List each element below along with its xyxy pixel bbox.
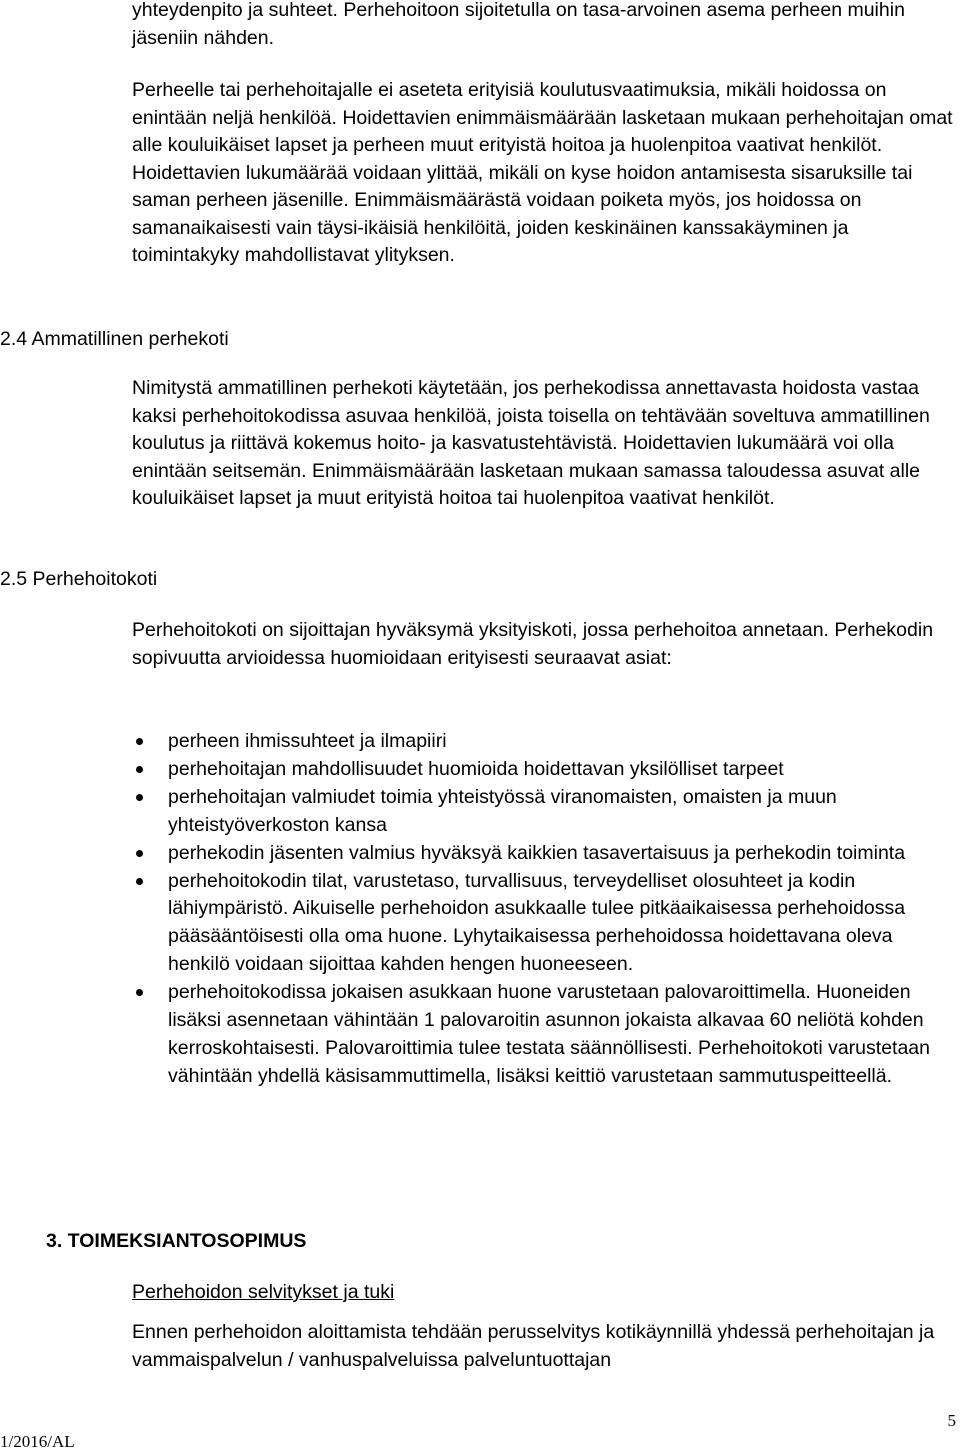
heading-2-5: 2.5 Perhehoitokoti [0, 568, 158, 590]
footer-code: 1/2016/AL [0, 1432, 75, 1451]
bullet-icon [136, 989, 143, 996]
list-item: perhekodin jäsenten valmius hyväksyä kaikkien tasavertaisuus ja perhekodin toiminta [132, 840, 954, 868]
heading-3: 3. TOIMEKSIANTOSOPIMUS [46, 1230, 307, 1252]
bullet-icon [136, 850, 143, 857]
page-number: 5 [947, 1411, 956, 1430]
list-item: perhehoitajan mahdollisuudet huomioida hoidettavan yksilölliset tarpeet [132, 756, 954, 784]
paragraph-intro: yhteydenpito ja suhteet. Perhehoitoon sijoitetulla on tasa-arvoinen asema perheen muihin jäseniin nähden. [132, 0, 905, 49]
paragraph-services: Ennen perhehoidon aloittamista tehdään perusselvitys kotikäynnillä yhdessä perhehoitajan ja vammaispalvelun / vanhuspalveluissa palveluntuottajan [132, 1321, 935, 1371]
paragraph-professional: Nimitystä ammatillinen perhekoti käytetään, jos perhekodissa annettavasta hoidosta vastaa kaksi perhehoitokodissa asuvaa henkilöä, joista toisella on tehtävään soveltuva ammatillinen koulutus ja riittävä kokemus hoito- ja kasvatustehtävistä. Hoidettavien lukumäärä voi olla enintään seitsemän. Enimmäismäärään lasketaan mukaan samassa taloudessa asuvat alle kouluikäiset lapset ja muut erityistä hoitoa tai huolenpitoa vaativat henkilöt. [132, 377, 930, 509]
list-item: perhehoitokodissa jokaisen asukkaan huone varustetaan palovaroittimella. Huoneiden lisäksi asennetaan vähintään 1 palovaroitin asunnon jokaista alkavaa 60 neliötä kohden kerroskohtaisesti. Palovaroittimia tulee testata säännöllisesti. Perhehoitokoti varustetaan vähintään yhdellä käsisammuttimella, lisäksi keittiö varustetaan sammutuspeitteellä. [132, 979, 954, 1091]
heading-2-4: 2.4 Ammatillinen perhekoti [0, 328, 229, 350]
list-item: perheen ihmissuhteet ja ilmapiiri [132, 728, 954, 756]
subheading-services: Perhehoidon selvitykset ja tuki [132, 1281, 395, 1303]
paragraph-requirements: Perheelle tai perhehoitajalle ei aseteta erityisiä koulutusvaatimuksia, mikäli hoidossa on enintään neljä henkilöä. Hoidettavien enimmäismäärään lasketaan mukaan perhehoitajan omat alle kouluikäiset lapset ja perheen muut erityistä hoitoa ja huolenpitoa vaativat henkilöt. Hoidettavien lukumäärää voidaan ylittää, mikäli on kyse hoidon antamisesta sisaruksille tai saman perheen jäsenille. Enimmäismäärästä voidaan poiketa myös, jos hoidossa on samanaikaisesti vain täysi-ikäisiä henkilöitä, joiden keskinäinen kanssakäyminen ja toimintakyky mahdollistavat ylityksen. [132, 79, 953, 266]
paragraph-home-intro: Perhehoitokoti on sijoittajan hyväksymä yksityiskoti, jossa perhehoitoa annetaan. Perhekodin sopivuutta arvioidessa huomioidaan erityisesti seuraavat asiat: [132, 619, 934, 669]
list-item: perhehoitokodin tilat, varustetaso, turvallisuus, terveydelliset olosuhteet ja kodin lähiympäristö. Aikuiselle perhehoidon asukkaalle tulee pitkäaikaisessa perhehoidossa pääsääntöisesti olla oma huone. Lyhytaikaisessa perhehoidossa hoidettavana oleva henkilö voidaan sijoittaa kahden hengen huoneeseen. [132, 868, 954, 980]
bullet-icon [136, 766, 143, 773]
list-item: perhehoitajan valmiudet toimia yhteistyössä viranomaisten, omaisten ja muun yhteistyöverkoston kansa [132, 784, 954, 840]
criteria-list [132, 728, 954, 1091]
bullet-icon [136, 794, 143, 801]
bullet-icon [136, 878, 143, 885]
bullet-icon [136, 738, 143, 745]
